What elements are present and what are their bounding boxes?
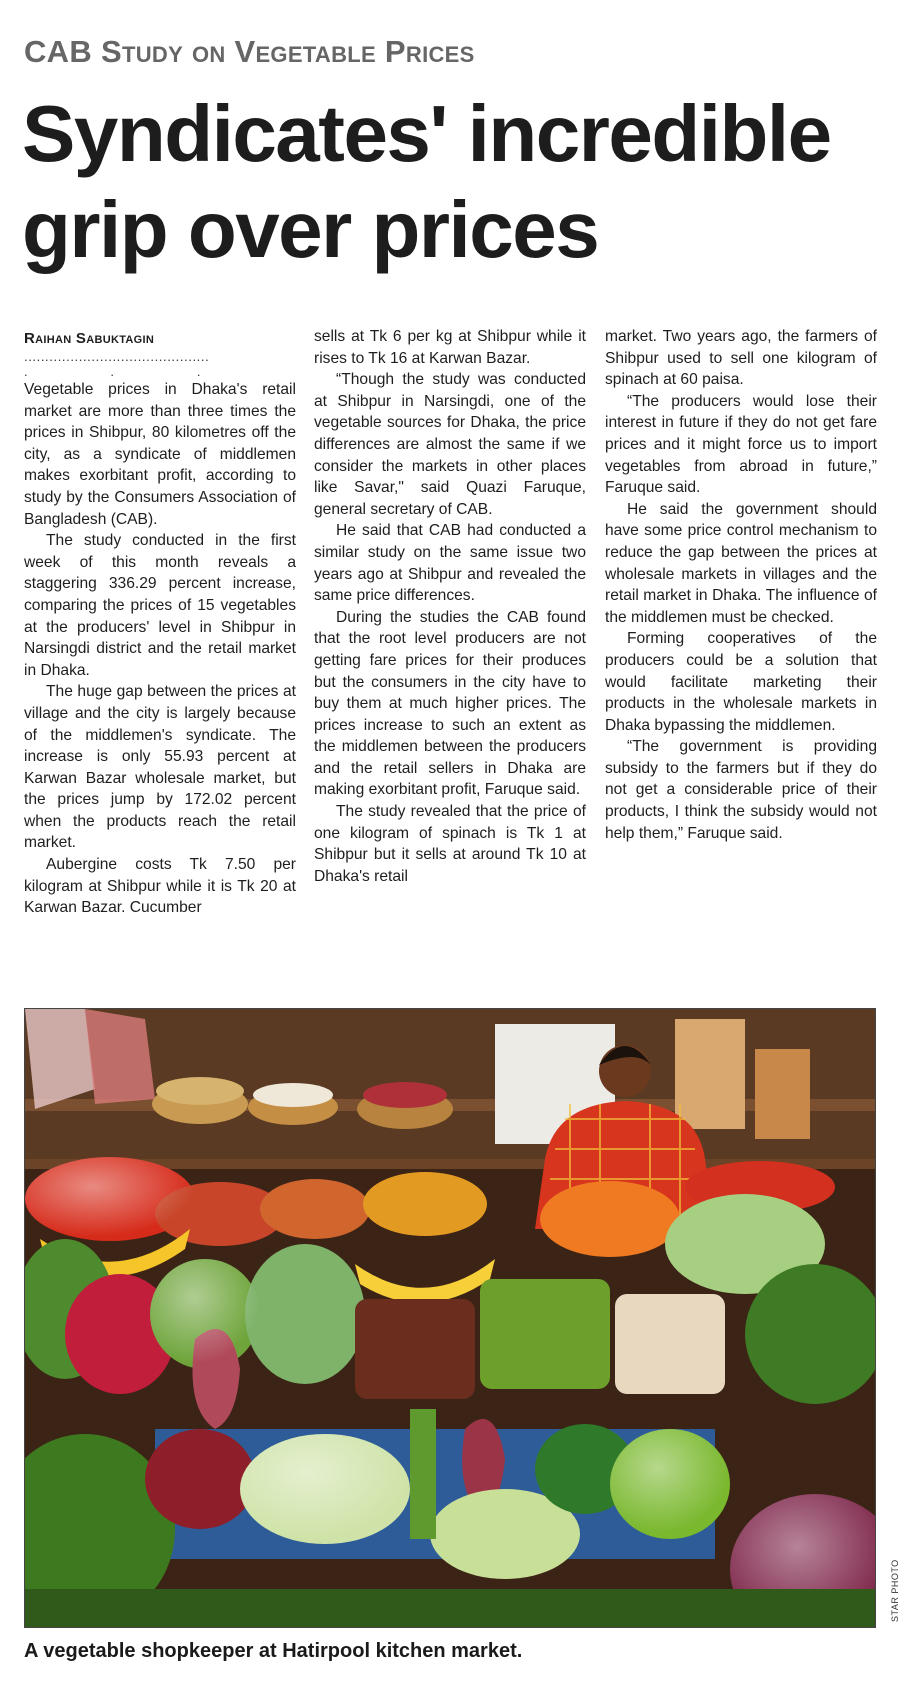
paragraph: The study conducted in the first week of this month reveals a staggering 336.29 percent increase, comparing the prices of 15 vegetables at the producers' level in Shibpur in Narsingdi district and the retail market in Dhaka.	[24, 532, 296, 679]
article-column-3	[605, 326, 877, 844]
market-illustration	[25, 1009, 876, 1628]
column-2-body	[314, 326, 586, 887]
column-1-body	[24, 379, 296, 919]
paragraph: During the studies the CAB found that the root level producers are not getting fare prices for their produces but the consumers in the city have to buy them at much higher prices. The prices increase to such an extent as the middlemen between the producers and the retail sellers in Dhaka are making exorbitant profit, Faruque said.	[314, 608, 586, 799]
paragraph: Forming cooperatives of the producers could be a solution that would facilitate marketing their products in the wholesale markets in Dhaka bypassing the middlemen.	[605, 630, 877, 734]
paragraph: The study revealed that the price of one kilogram of spinach is Tk 1 at Shibpur but it sells at around Tk 10 at Dhaka's retail	[314, 803, 586, 885]
article-column-2	[314, 326, 586, 887]
byline-separator: ............................................	[24, 349, 210, 364]
byline-separator-2: . . .	[24, 365, 202, 379]
paragraph: He said the government should have some price control mechanism to reduce the gap between the prices at wholesale markets in villages and the retail market in Dhaka. The influence of the middlemen must be checked.	[605, 500, 877, 626]
paragraph: The huge gap between the prices at village and the city is largely because of the middlemen's syndicate. The increase is only 55.93 percent at Karwan Bazar wholesale market, but the prices jump by 172.02 percent when the products reach the retail market.	[24, 683, 296, 852]
paragraph: “Though the study was conducted at Shibpur in Narsingdi, one of the vegetable sources for Dhaka, the price differences are almost the same if we consider the markets in other places like Savar," said Quazi Faruque, general secretary of CAB.	[314, 371, 586, 518]
column-3-body	[605, 326, 877, 844]
article-headline: Syndicates' incredible grip over prices	[22, 89, 831, 274]
paragraph: sells at Tk 6 per kg at Shibpur while it rises to Tk 16 at Karwan Bazar.	[314, 328, 586, 367]
photo-credit-text: STAR PHOTO	[890, 1559, 900, 1622]
article-column-1	[24, 326, 296, 919]
article-kicker: CAB Study on Vegetable Prices	[24, 34, 475, 69]
photo-caption: A vegetable shopkeeper at Hatirpool kitchen market.	[24, 1640, 523, 1662]
byline: Raihan Sabuktagin	[24, 330, 155, 347]
paragraph: market. Two years ago, the farmers of Shibpur used to sell one kilogram of spinach at 60 paisa.	[605, 328, 877, 389]
paragraph: Aubergine costs Tk 7.50 per kilogram at Shibpur while it is Tk 20 at Karwan Bazar. Cucumber	[24, 856, 296, 917]
paragraph: He said that CAB had conducted a similar study on the same issue two years ago at Shibpur and revealed the same price differences.	[314, 522, 586, 605]
paragraph: “The producers would lose their interest in future if they do not get fare prices and it might force us to import vegetables from abroad in future,” Faruque said.	[605, 392, 877, 497]
photo-credit	[876, 1560, 900, 1630]
paragraph: Vegetable prices in Dhaka's retail market are more than three times the prices in Shibpur, 80 kilometres off the city, as a syndicate of middlemen makes exorbitant profit, according to study by the Consumers Association of Bangladesh (CAB).	[24, 381, 296, 528]
paragraph: “The government is providing subsidy to the farmers but if they do not get a considerable price of their products, I think the subsidy would not help them,” Faruque said.	[605, 738, 877, 842]
vegetable-market-photo	[24, 1008, 876, 1628]
